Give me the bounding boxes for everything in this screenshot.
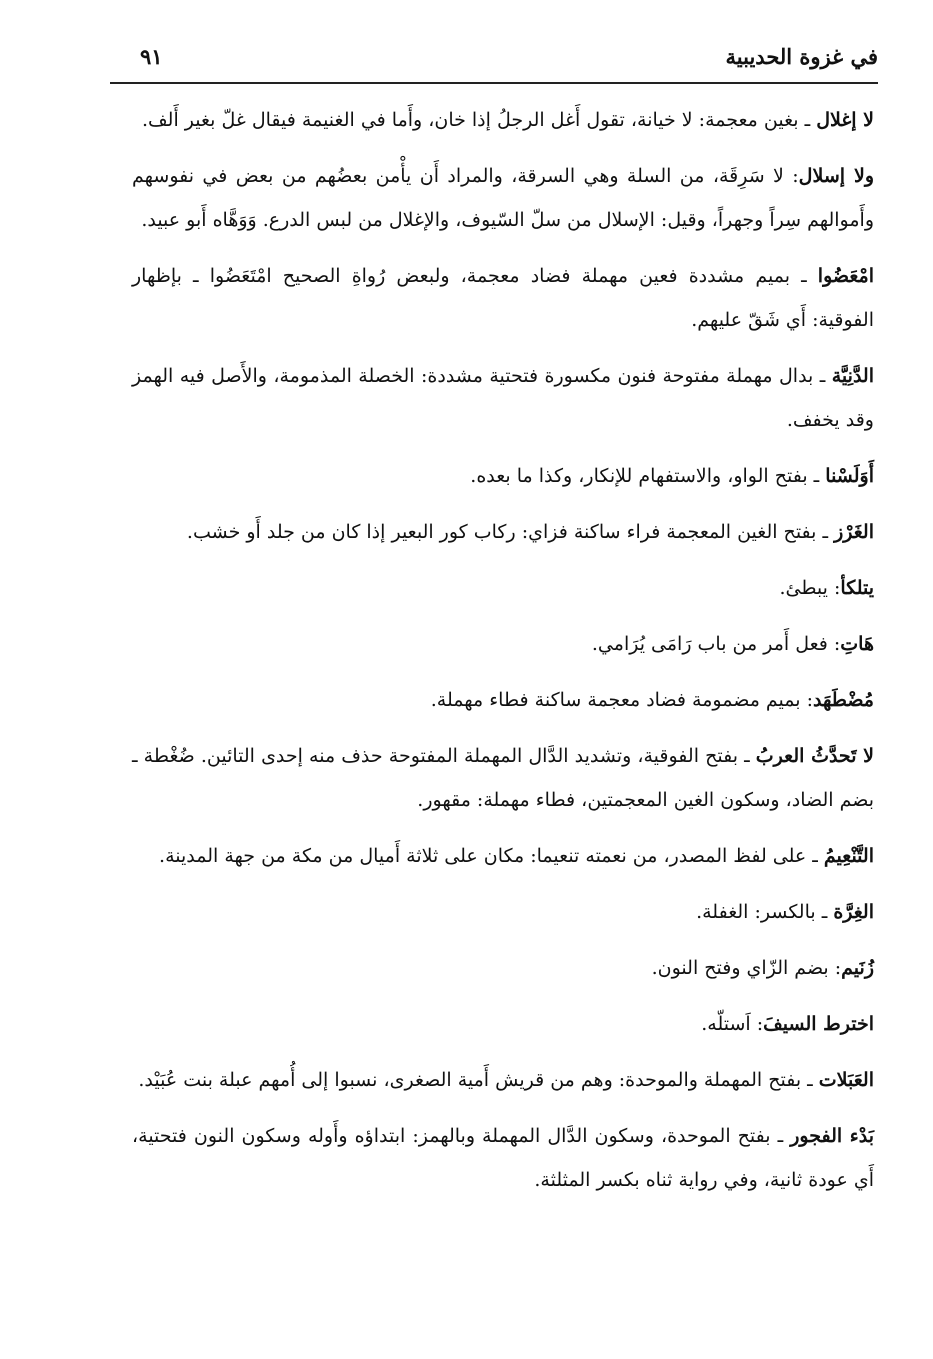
entry-definition: ـ بغين معجمة: لا خيانة، تقول أَغل الرجلُ إذا خان، وأَما في الغنيمة فيقال غلّ بغير أَلف. — [141, 109, 817, 131]
entry-term: يتلكأ — [840, 577, 874, 599]
glossary-entry — [132, 254, 874, 342]
entry-term: زُنَيم — [841, 957, 874, 979]
glossary-entry — [132, 834, 874, 878]
glossary-entry — [132, 510, 874, 554]
entry-definition: ـ بميم مشددة فعين مهملة فضاد معجمة، ولبعض رُواةِ الصحيح امْتَعَضُوا ـ بإظهار الفوقية: أَي شَقّ عليهم. — [132, 265, 874, 331]
entry-term: لا إغلال — [816, 109, 874, 131]
glossary-entry — [132, 454, 874, 498]
entry-term: مُضْطَهَد — [813, 689, 874, 711]
running-title: في غزوة الحديبية — [725, 44, 878, 69]
entry-term: العَبَلات — [818, 1069, 874, 1091]
entry-definition: : بميم مضمومة فضاد معجمة ساكنة فطاء مهملة. — [430, 689, 814, 711]
entry-definition: ـ بفتح الغين المعجمة فراء ساكنة فزاي: ركاب كور البعير إذا كان من جلد أَو خشب. — [186, 521, 835, 543]
glossary-entry — [132, 98, 874, 142]
header-divider — [110, 82, 878, 84]
glossary-entry — [132, 678, 874, 722]
entry-definition: ـ بفتح الفوقية، وتشديد الدَّال المهملة المفتوحة حذف منه إحدى التائين. ضُغْطة ـ بضم الضاد، وسكون الغين المعجمتين، فطاء مهملة: مقهور. — [132, 745, 874, 811]
entry-definition: ـ بدال مهملة مفتوحة فنون مكسورة فتحتية مشددة: الخصلة المذمومة، والأَصل فيه الهمز وقد يخفف. — [132, 365, 874, 431]
glossary-entry — [132, 734, 874, 822]
entry-term: أَوَلَسْنا — [825, 465, 874, 487]
entry-definition: ـ بفتح الواو، والاستفهام للإنكار، وكذا ما بعده. — [470, 465, 826, 487]
entry-definition: ـ بالكسر: الغفلة. — [696, 901, 834, 923]
glossary-entry — [132, 890, 874, 934]
entry-term: ولا إسلال — [798, 165, 874, 187]
page-header — [110, 38, 878, 82]
entry-definition: ـ بفتح الموحدة، وسكون الدَّال المهملة وبالهمز: ابتداؤه وأَوله وسكون النون فتحتية، أَي عودة ثانية، وفي رواية ثناه بكسر المثلثة. — [132, 1125, 874, 1191]
entry-term: لا تَحدَّثُ العربُ — [755, 745, 874, 767]
entry-definition: : لا سَرِقَة، من السلة وهي السرقة، والمراد أَن يأْمن بعضُهم من بعض في نفوسهم وأَموالهم سِراً وجهراً، وقيل: الإسلال من سلّ السّيوف، والإغلال من لبس الدرع. وَوَهَّاه أَبو عبيد. — [132, 165, 874, 231]
page-number: ٩١ — [140, 44, 163, 69]
entry-term: الغَرْز — [834, 521, 874, 543]
glossary-entry — [132, 1114, 874, 1202]
glossary-entry — [132, 622, 874, 666]
glossary-entry — [132, 1058, 874, 1102]
entry-term: بَدْء الفجور — [790, 1125, 874, 1147]
entry-definition: : اَستلّه. — [701, 1013, 764, 1035]
glossary-body — [132, 98, 874, 1202]
glossary-entry — [132, 566, 874, 610]
entry-definition: ـ بفتح المهملة والموحدة: وهم من قريش أَمية الصغرى، نسبوا إلى أُمهم عبلة بنت عُبَيْد. — [138, 1069, 819, 1091]
glossary-entry — [132, 154, 874, 242]
entry-term: الغِرَّة — [833, 901, 874, 923]
entry-term: هَاتِ — [840, 633, 874, 655]
entry-term: اخترط السيفَ — [763, 1013, 874, 1035]
entry-term: امْعَضُوا — [817, 265, 874, 287]
entry-definition: : فعل أَمر من باب رَامَى يُرَامي. — [591, 633, 841, 655]
entry-definition: ـ على لفظ المصدر، من نعمته تنعيما: مكان على ثلاثة أَميال من مكة من جهة المدينة. — [159, 845, 824, 867]
entry-definition: : يبطئ. — [779, 577, 841, 599]
glossary-entry — [132, 946, 874, 990]
glossary-entry — [132, 1002, 874, 1046]
entry-term: الدَّنِيَّة — [831, 365, 874, 387]
entry-term: التَّنْعِيمُ — [823, 845, 874, 867]
glossary-entry — [132, 354, 874, 442]
entry-definition: : بضم الزّاي وفتح النون. — [651, 957, 842, 979]
